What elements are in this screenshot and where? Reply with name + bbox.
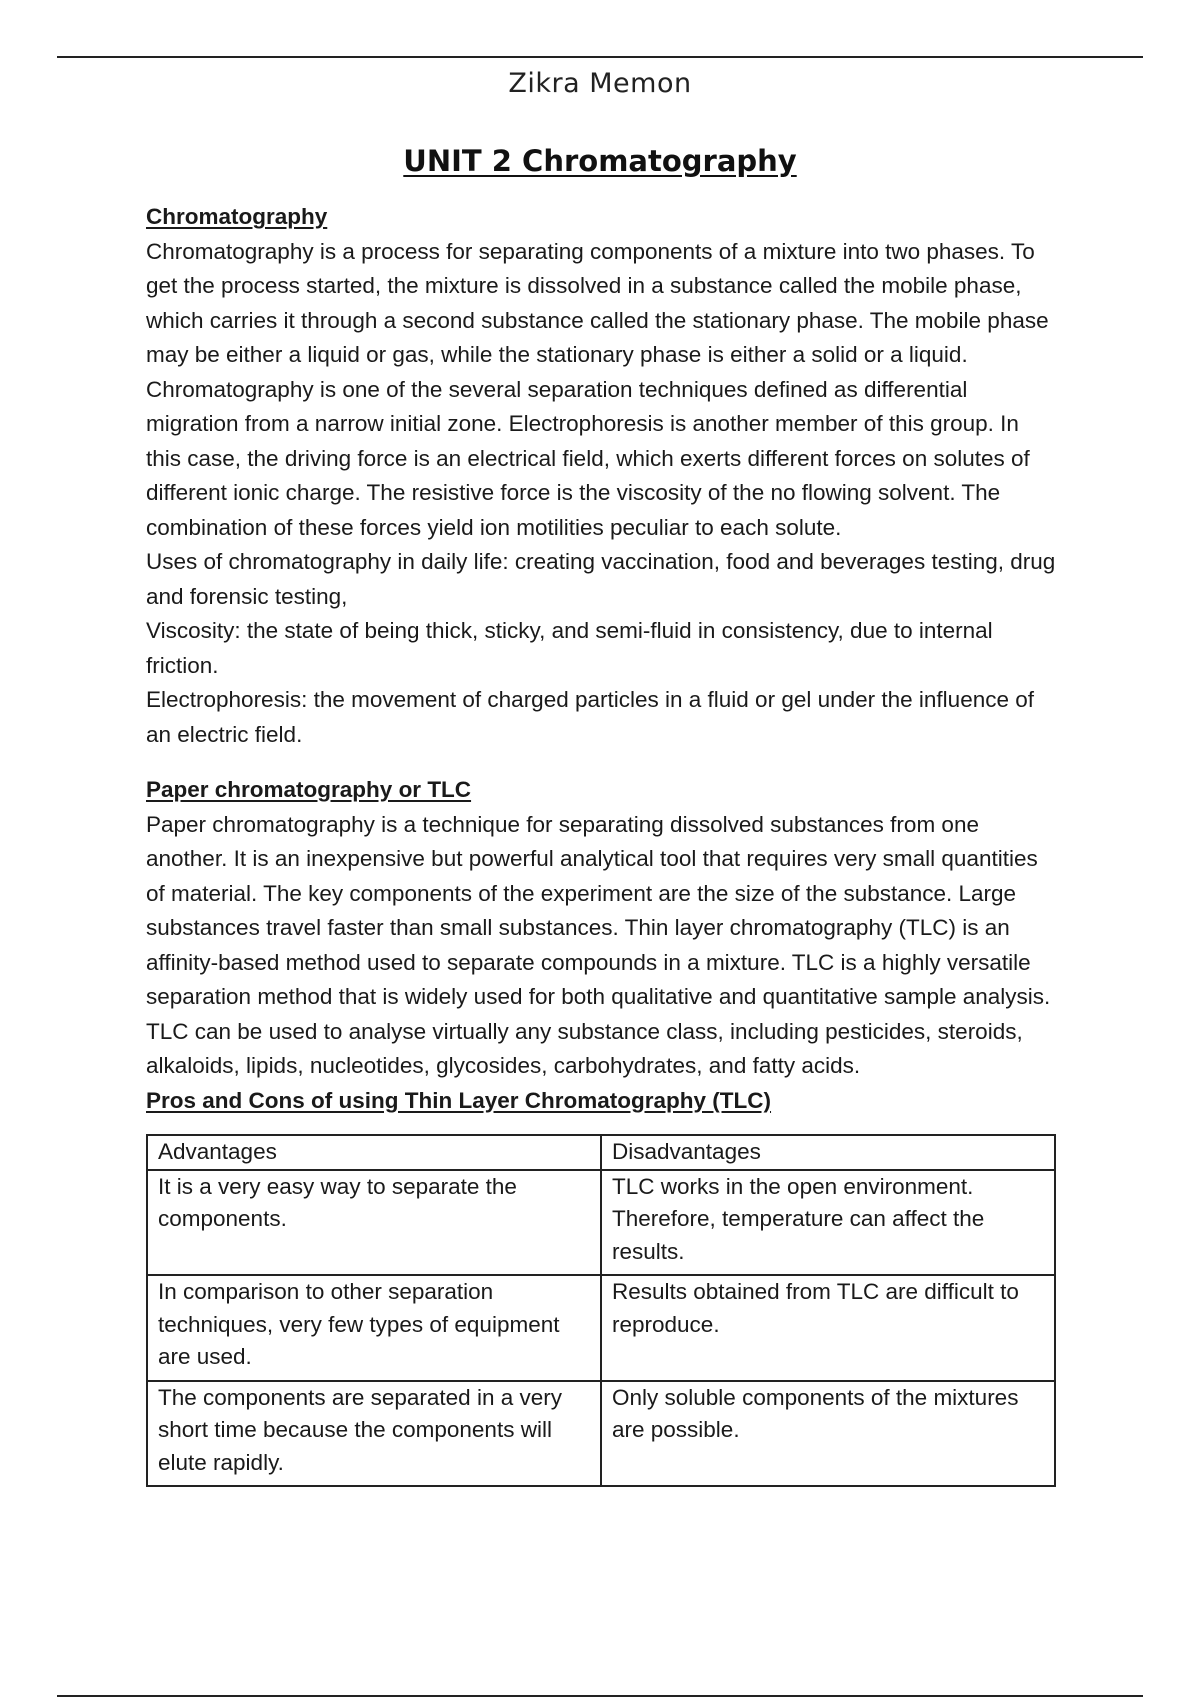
- section-heading-chromatography: Chromatography: [146, 204, 328, 229]
- section-heading-paper-chromatography: Paper chromatography or TLC: [146, 777, 472, 802]
- advantage-cell: In comparison to other separation techniques, very few types of equipment are used.: [147, 1275, 601, 1381]
- pros-cons-table: [146, 1134, 1056, 1487]
- advantage-cell: It is a very easy way to separate the components.: [147, 1170, 601, 1276]
- author-name: Zikra Memon: [508, 68, 692, 99]
- table-row: [147, 1275, 1055, 1381]
- document-body: [146, 200, 1056, 1487]
- advantage-cell: The components are separated in a very short time because the components will elute rapidly.: [147, 1381, 601, 1487]
- table-row: [147, 1170, 1055, 1276]
- disadvantage-cell: Results obtained from TLC are difficult to reproduce.: [601, 1275, 1055, 1381]
- bottom-rule: [57, 1695, 1143, 1697]
- disadvantage-cell: Only soluble components of the mixtures are possible.: [601, 1381, 1055, 1487]
- section-gap: [146, 752, 1056, 773]
- header-advantages: Advantages: [147, 1135, 601, 1170]
- disadvantage-cell: TLC works in the open environment. Therefore, temperature can affect the results.: [601, 1170, 1055, 1276]
- table-row: [147, 1381, 1055, 1487]
- table-header-row: [147, 1135, 1055, 1170]
- paragraph-electrophoresis: Electrophoresis: the movement of charged particles in a fluid or gel under the influence of an electric field.: [146, 687, 1035, 747]
- paragraph-viscosity: Viscosity: the state of being thick, sticky, and semi-fluid in consistency, due to internal friction.: [146, 618, 993, 678]
- paragraph-chromatography: Chromatography is a process for separating components of a mixture into two phases. To get the process started, the mixture is dissolved in a substance called the mobile phase, which carries it through a second substance called the stationary phase. The mobile phase may be either a liquid or gas, while the stationary phase is either a solid or a liquid. Chromatography is one of the several separation techniques defined as differential migration from a narrow initial zone. Electrophoresis is another member of this group. In this case, the driving force is an electrical field, which exerts different forces on solutes of different ionic charge. The resistive force is the viscosity of the no flowing solvent. The combination of these forces yield ion motilities peculiar to each solute.: [146, 238, 1049, 540]
- document-title: UNIT 2 Chromatography: [403, 144, 797, 178]
- header-disadvantages: Disadvantages: [601, 1135, 1055, 1170]
- paragraph-uses: Uses of chromatography in daily life: creating vaccination, food and beverages testing, drug and forensic testing,: [146, 549, 1056, 609]
- paragraph-paper-chromatography: Paper chromatography is a technique for separating dissolved substances from one another. It is an inexpensive but powerful analytical tool that requires very small quantities of material. The key components of the experiment are the size of the substance. Large substances travel faster than small substances. Thin layer chromatography (TLC) is an affinity-based method used to separate compounds in a mixture. TLC is a highly versatile separation method that is widely used for both qualitative and quantitative sample analysis. TLC can be used to analyse virtually any substance class, including pesticides, steroids, alkaloids, lipids, nucleotides, glycosides, carbohydrates, and fatty acids.: [146, 811, 1051, 1078]
- top-rule: [57, 56, 1143, 58]
- table-heading: Pros and Cons of using Thin Layer Chromatography (TLC): [146, 1087, 772, 1113]
